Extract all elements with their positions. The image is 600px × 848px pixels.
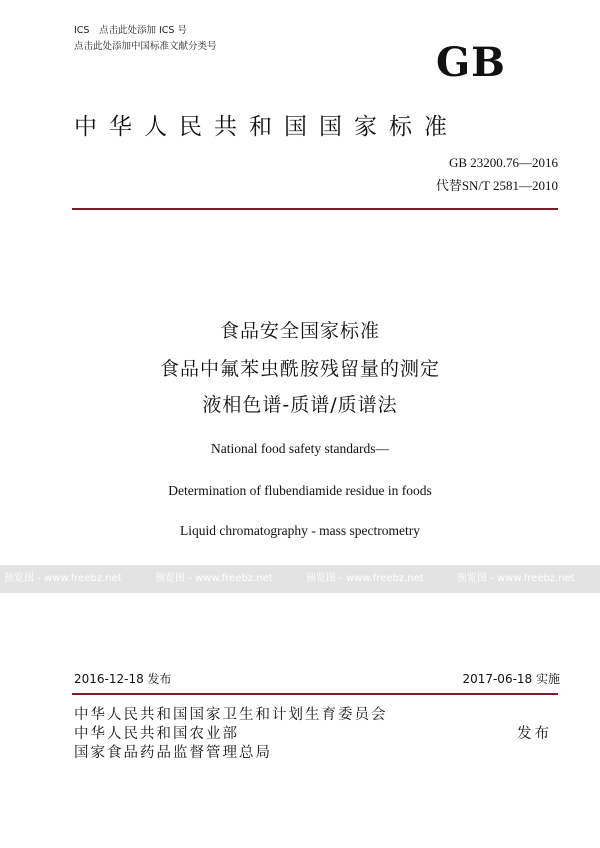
watermark-text: 预览图 - www.freebz.net bbox=[155, 573, 273, 584]
en-title-line-2: Determination of flubendiamide residue in foods bbox=[168, 483, 432, 498]
issuer-line-3: 国家食品药品监督管理总局 bbox=[74, 745, 272, 761]
standard-category-title: 中华人民共和国国家标准 bbox=[74, 114, 459, 140]
standard-number: GB 23200.76—2016 bbox=[448, 155, 558, 170]
replaces-standard: 代替SN/T 2581—2010 bbox=[435, 178, 558, 193]
top-divider bbox=[72, 208, 558, 210]
implementation-date: 2017-06-18 实施 bbox=[462, 672, 560, 686]
cn-title-line-2: 食品中氟苯虫酰胺残留量的测定 bbox=[159, 358, 440, 380]
cn-title-line-1: 食品安全国家标准 bbox=[219, 320, 380, 342]
watermark-text: 预览图 - www.freebz.net bbox=[306, 573, 424, 584]
en-title-line-3: Liquid chromatography - mass spectrometry bbox=[180, 523, 420, 538]
en-title-line-1: National food safety standards— bbox=[210, 441, 390, 456]
watermark-text: 预览图 - www.freebz.net bbox=[4, 573, 122, 584]
issuer-line-2: 中华人民共和国农业部 bbox=[74, 726, 239, 742]
chinese-classification-line: 点击此处添加中国标准文献分类号 bbox=[74, 41, 217, 52]
issue-date: 2016-12-18 发布 bbox=[74, 672, 172, 686]
cn-title-line-3: 液相色谱-质谱/质谱法 bbox=[202, 394, 398, 416]
gb-logo: GB bbox=[436, 39, 506, 86]
issuer-line-1: 中华人民共和国国家卫生和计划生育委员会 bbox=[74, 707, 388, 723]
ics-number-line: ICS 点击此处添加 ICS 号 bbox=[74, 25, 187, 36]
bottom-divider bbox=[72, 693, 558, 695]
watermark-text: 预览图 - www.freebz.net bbox=[457, 573, 575, 584]
watermark-band bbox=[0, 565, 600, 593]
publish-label: 发布 bbox=[517, 726, 552, 742]
